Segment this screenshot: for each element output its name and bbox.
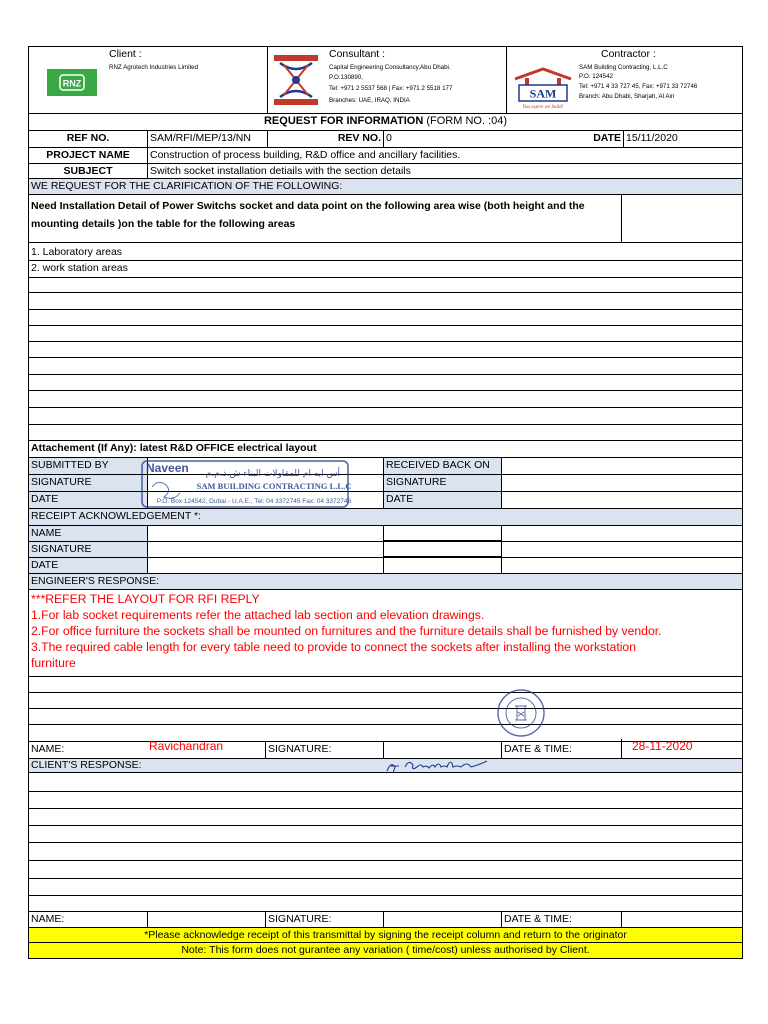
consultant-line-1: Capital Engineering Consultancy,Abu Dhabi.: [329, 64, 451, 71]
blank-row: [29, 843, 742, 861]
contractor-label: Contractor :: [601, 48, 656, 60]
stamp-address: P.O. Box 124542, Dubai - U.A.E., Tel: 04 3372745 Fax: 04 3372746: [156, 498, 352, 505]
blank-row: [29, 826, 742, 843]
company-stamp: [114, 459, 350, 509]
engineer-response-row: [29, 590, 742, 677]
request-text-row: [29, 195, 742, 243]
ref-value: SAM/RFI/MEP/13/NN: [147, 131, 267, 147]
project-value: Construction of process building, R&D office and ancillary facilities.: [147, 148, 742, 163]
blank-row: [29, 310, 742, 326]
received-signature-label: SIGNATURE: [383, 475, 501, 491]
receipt-signature-row: [29, 542, 742, 558]
request-header: WE REQUEST FOR THE CLARIFICATION OF THE FOLLOWING:: [31, 180, 343, 192]
form-title-bold: REQUEST FOR INFORMATION: [263, 115, 424, 127]
engineer-datetime-value: 28-11-2020: [621, 739, 742, 758]
client-signature-value[interactable]: [383, 912, 501, 927]
engineer-signature-label: SIGNATURE:: [265, 742, 383, 758]
blank-row: [29, 792, 742, 809]
subject-row: [29, 164, 742, 179]
engineer-line: furniture: [31, 656, 76, 670]
blank-row: [29, 375, 742, 391]
form-title-row: [29, 114, 742, 131]
contractor-line-2: P.O. 124542: [579, 73, 613, 80]
form-title: [29, 114, 742, 130]
form-header: [29, 47, 742, 114]
attachment-row: [29, 441, 742, 458]
receipt-name-row: [29, 526, 742, 542]
request-header-row: [29, 179, 742, 195]
project-row: [29, 148, 742, 164]
submitted-date-label: DATE: [29, 492, 147, 508]
client-signature-label: SIGNATURE:: [265, 912, 383, 927]
contractor-logo-text: SAM: [529, 86, 557, 101]
consultant-line-3: Tel: +971 2 5537 568 | Fax: +971 2 5518 177: [329, 85, 453, 92]
stamp-company: SAM BUILDING CONTRACTING L.L.C: [196, 481, 352, 491]
submitted-by-label: SUBMITTED BY: [29, 458, 147, 474]
footer-note-1: *Please acknowledge receipt of this transmittal by signing the receipt column and return to the originator: [144, 929, 627, 941]
receipt-date-side: [501, 558, 742, 573]
blank-row: [29, 391, 742, 408]
date-value: 15/11/2020: [623, 131, 742, 147]
client-name: RNZ Agrotech Industries Limited: [109, 64, 199, 71]
client-datetime-label: DATE & TIME:: [501, 912, 621, 927]
stamp-name: Naveen: [146, 461, 189, 475]
receipt-signature-side: [501, 542, 742, 557]
rev-label: REV NO.: [267, 131, 383, 147]
engineer-line: ***REFER THE LAYOUT FOR RFI REPLY: [31, 592, 260, 606]
footer-note-row: [29, 943, 742, 958]
contractor-line-1: SAM Building Contracting, L.L.C: [579, 64, 668, 71]
engineer-signature-image: [383, 755, 493, 777]
receipt-date-value[interactable]: [147, 558, 383, 573]
receipt-name-side: [501, 526, 742, 541]
client-label: Client :: [109, 48, 142, 60]
date-label: DATE: [593, 132, 621, 144]
request-item-row: [29, 261, 742, 278]
blank-row: [29, 677, 742, 693]
consultant-block: [267, 47, 506, 113]
client-sign-row: [29, 912, 742, 928]
rev-value: 0: [383, 131, 623, 147]
blank-row: [29, 709, 742, 725]
engineer-line: 1.For lab socket requirements refer the attached lab section and elevation drawings.: [31, 608, 485, 622]
footer-note-2: Note: This form does not gurantee any variation ( time/cost) unless authorised by Client.: [181, 944, 590, 956]
client-datetime-value[interactable]: [621, 912, 742, 927]
client-response-header: CLIENT'S RESPONSE:: [31, 759, 142, 771]
received-back-label: RECEIVED BACK ON: [383, 458, 501, 474]
form-title-formno: (FORM NO. :04): [423, 115, 508, 127]
receipt-date-mid: [383, 558, 501, 573]
receipt-name-mid: [383, 526, 501, 541]
client-block: [29, 47, 267, 113]
contractor-logo: [511, 65, 575, 109]
received-back-value[interactable]: [501, 458, 742, 474]
blank-row: [29, 326, 742, 342]
receipt-signature-value[interactable]: [147, 542, 383, 557]
contractor-line-4: Branch: Abu Dhabi, Sharjah, Al Ain: [579, 93, 675, 100]
receipt-header-row: [29, 509, 742, 526]
blank-row: [29, 425, 742, 441]
stamp-arabic: أس ايه ام للمقاولات البناء ش.ذ.م.م: [205, 469, 340, 479]
blank-row: [29, 278, 742, 293]
receipt-signature-label: SIGNATURE: [29, 542, 147, 557]
receipt-date-label: DATE: [29, 558, 147, 573]
receipt-name-label: NAME: [29, 526, 147, 541]
engineer-name-label: NAME:: [31, 743, 65, 755]
blank-row: [29, 693, 742, 709]
client-logo-text: RNZ: [62, 78, 82, 89]
submitted-signature-label: SIGNATURE: [29, 475, 147, 491]
request-item: 2. work station areas: [31, 262, 128, 274]
receipt-date-row: [29, 558, 742, 574]
subject-label: SUBJECT: [63, 165, 113, 177]
receipt-header: RECEIPT ACKNOWLEDGEMENT *:: [31, 510, 201, 522]
consultant-line-2: P.O.130890,: [329, 74, 363, 81]
request-item-row: [29, 243, 742, 261]
consultant-logo: [272, 53, 320, 107]
blank-row: [29, 809, 742, 826]
request-item: 1. Laboratory areas: [31, 246, 123, 258]
receipt-signature-mid: [383, 542, 501, 557]
engineer-name-value: Ravichandran: [149, 739, 224, 753]
receipt-name-value[interactable]: [147, 526, 383, 541]
attachment: Attachement (If Any): latest R&D OFFICE electrical layout: [31, 442, 317, 454]
blank-row: [29, 896, 742, 912]
engineer-response: [29, 591, 742, 676]
ref-label: REF NO.: [66, 132, 110, 144]
blank-row: [29, 861, 742, 879]
engineer-header: ENGINEER'S RESPONSE:: [31, 575, 160, 587]
project-label: PROJECT NAME: [46, 149, 130, 161]
blank-row: [29, 358, 742, 375]
request-text-line-2: mounting details )on the table for the following areas: [31, 218, 296, 230]
blank-row: [29, 293, 742, 310]
received-signature-value[interactable]: [501, 475, 742, 491]
consultant-line-4: Branches: UAE, IRAQ, INDIA: [329, 97, 410, 104]
received-date-label: DATE: [383, 492, 501, 508]
request-text-side: [621, 195, 742, 242]
consultant-label: Consultant :: [329, 48, 386, 60]
footer-note-row: [29, 928, 742, 943]
blank-row: [29, 408, 742, 425]
contractor-line-3: Tel: +971 4 33 727 45, Fax: +971 33 72746: [579, 83, 698, 90]
blank-row: [29, 342, 742, 358]
request-text: [29, 197, 621, 242]
client-name-value[interactable]: [147, 912, 265, 927]
blank-row: [29, 879, 742, 896]
consultant-seal: [496, 688, 546, 738]
engineer-line: 2.For office furniture the sockets shall be mounted on furnitures and the furniture details shall be furnished by vendor.: [31, 624, 662, 638]
received-date-value[interactable]: [501, 492, 742, 508]
engineer-line: 3.The required cable length for every table need to provide to connect the sockets after installing the workstation: [31, 640, 636, 654]
engineer-header-row: [29, 574, 742, 590]
subject-value: Switch socket installation detiails with the section details: [147, 164, 383, 178]
client-name-label: NAME:: [31, 913, 65, 925]
contractor-tagline: You aspire we build!: [522, 105, 564, 110]
ref-row: [29, 131, 742, 148]
request-text-line-1: Need Installation Detail of Power Switchs socket and data point on the following area wise (both height and the: [31, 200, 585, 212]
contractor-block: [506, 47, 742, 113]
client-logo: [47, 69, 97, 96]
engineer-datetime-label: DATE & TIME:: [501, 742, 621, 758]
